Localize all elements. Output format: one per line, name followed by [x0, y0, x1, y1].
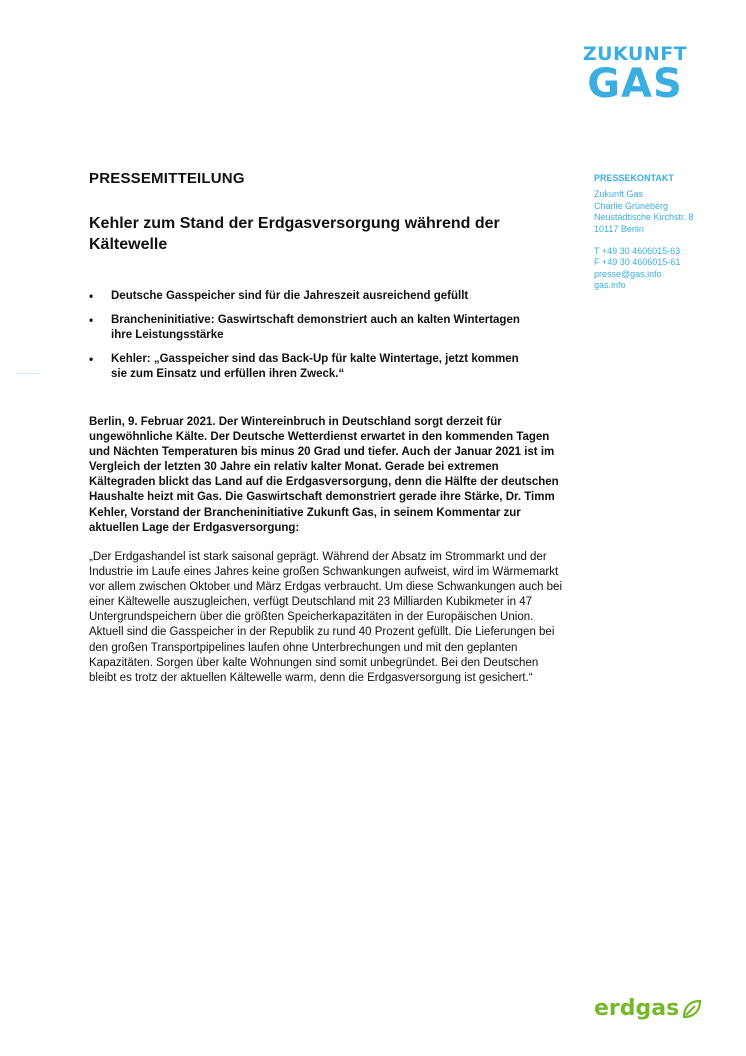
erdgas-wordmark: erdgas — [594, 996, 680, 1021]
contact-org: Zukunft Gas — [594, 189, 644, 200]
key-point: • Kehler: „Gasspeicher sind das Back-Up für kalte Wintertage, jetzt kommen sie zum Einsatz und erfüllen ihren Zweck.“ — [89, 352, 529, 382]
key-points-list — [89, 289, 529, 391]
logo-line-2: GAS — [587, 61, 683, 107]
contact-heading: PRESSEKONTAKT — [594, 173, 674, 183]
contact-web[interactable]: gas.info — [594, 280, 626, 291]
logo-line-1: ZUKUNFT — [582, 43, 688, 65]
contact-fax: F +49 30 4606015-61 — [594, 257, 681, 268]
erdgas-logo — [594, 996, 703, 1021]
contact-name: Charlie Grüneberg — [594, 200, 669, 211]
zukunft-gas-logo — [580, 43, 690, 107]
contact-email[interactable]: presse@gas.info — [594, 268, 662, 279]
key-point: • Brancheninitiative: Gaswirtschaft demonstriert auch an kalten Wintertagen ihre Leistungsstärke — [89, 313, 529, 343]
contact-street: Neustädtische Kirchstr. 8 — [594, 212, 694, 223]
document-label: PRESSEMITTEILUNG — [89, 170, 245, 187]
margin-mark — [16, 373, 40, 374]
document-title: Kehler zum Stand der Erdgasversorgung während der Kältewelle — [89, 215, 500, 253]
press-contact — [594, 173, 734, 292]
quote-paragraph: „Der Erdgashandel ist stark saisonal geprägt. Während der Absatz im Strommarkt und der Industrie im Laufe eines Jahres keine großen Schwankungen aufweist, wird im Wärmemarkt vor allem zwischen Oktober und März Erdgas verbraucht. Um diese Schwankungen auch bei einer Kältewelle auszugleichen, verfügt Deutschland mit 23 Milliarden Kubikmeter in 47 Untergrundspeichern über die größten Speicherkapazitäten in der Europäischen Union. Aktuell sind die Gasspeicher in der Republik zu rund 40 Prozent gefüllt. Die Lieferungen bei den großen Transportpipelines laufen ohne Unterbrechungen und mit den geplanten Kapazitäten. Sorgen über kalte Wohnungen sind somit unbegründet. Bei den Deutschen bleibt es trotz der aktuellen Kältewelle warm, denn die Erdgasversorgung ist gesichert.“ — [89, 551, 563, 684]
intro-paragraph: Berlin, 9. Februar 2021. Der Wintereinbruch in Deutschland sorgt derzeit für ungewöhnliche Kälte. Der Deutsche Wetterdienst erwartet in den kommenden Tagen und Nächten Temperaturen bis minus 20 Grad und tiefer. Auch der Januar 2021 ist im Vergleich der letzten 30 Jahre ein relativ kalter Monat. Gerade bei extremen Kältegraden blickt das Land auf die Erdgasversorgung, denn die Hälfte der deutschen Haushalte heizt mit Gas. Die Gaswirtschaft demonstriert gerade ihre Stärke, Dr. Timm Kehler, Vorstand der Brancheninitiative Zukunft Gas, in seinem Kommentar zur aktuellen Lage der Erdgasversorgung: — [89, 416, 559, 534]
key-point: • Deutsche Gasspeicher sind für die Jahreszeit ausreichend gefüllt — [89, 289, 529, 304]
leaf-icon — [681, 998, 703, 1020]
contact-phone: T +49 30 4606015-63 — [594, 246, 681, 257]
contact-city: 10117 Berlin — [594, 223, 644, 234]
